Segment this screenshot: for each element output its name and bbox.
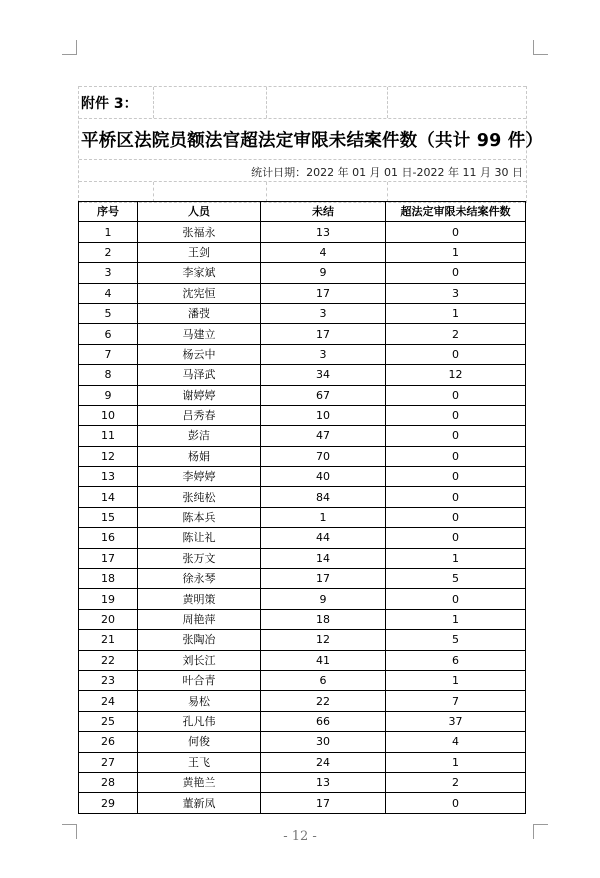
table-row [79, 630, 526, 650]
cell-pending: 22 [261, 691, 386, 711]
cell-overdue: 1 [386, 303, 526, 323]
cell-person: 徐永琴 [138, 569, 261, 589]
cell-person: 张纯松 [138, 487, 261, 507]
cell-person: 何俊 [138, 732, 261, 752]
cell-overdue: 0 [386, 793, 526, 813]
table-row [79, 589, 526, 609]
cell-person: 彭洁 [138, 426, 261, 446]
cell-index: 14 [79, 487, 138, 507]
cell-person: 黄艳兰 [138, 772, 261, 792]
cell-person: 沈宪恒 [138, 283, 261, 303]
table-row [79, 507, 526, 527]
cell-pending: 10 [261, 405, 386, 425]
cell-index: 25 [79, 711, 138, 731]
cell-pending: 66 [261, 711, 386, 731]
stat-range: 统计日期：2022 年 01 月 01 日-2022 年 11 月 30 日 [251, 166, 523, 179]
table-row [79, 487, 526, 507]
attachment-label: 附件 3： [81, 96, 138, 112]
cell-index: 29 [79, 793, 138, 813]
cell-overdue: 1 [386, 670, 526, 690]
table-row [79, 670, 526, 690]
cell-person: 马建立 [138, 324, 261, 344]
cell-overdue: 0 [386, 446, 526, 466]
cell-index: 24 [79, 691, 138, 711]
cell-index: 12 [79, 446, 138, 466]
table-row [79, 222, 526, 242]
grid-line [266, 182, 267, 202]
cell-person: 张万文 [138, 548, 261, 568]
table-row [79, 405, 526, 425]
document-title: 平桥区法院员额法官超法定审限未结案件数（共计 99 件） [81, 131, 544, 151]
cell-index: 22 [79, 650, 138, 670]
cell-index: 4 [79, 283, 138, 303]
cell-overdue: 0 [386, 222, 526, 242]
cell-pending: 3 [261, 303, 386, 323]
cell-pending: 13 [261, 222, 386, 242]
cell-index: 26 [79, 732, 138, 752]
cell-overdue: 1 [386, 548, 526, 568]
cell-index: 3 [79, 263, 138, 283]
cell-pending: 14 [261, 548, 386, 568]
cell-pending: 70 [261, 446, 386, 466]
cell-person: 刘长江 [138, 650, 261, 670]
cell-overdue: 0 [386, 487, 526, 507]
cell-index: 11 [79, 426, 138, 446]
cell-pending: 18 [261, 609, 386, 629]
header-overdue: 超法定审限未结案件数 [386, 202, 526, 222]
stat-range-row [79, 159, 526, 181]
table-row [79, 344, 526, 364]
cell-overdue: 0 [386, 507, 526, 527]
cell-person: 马泽武 [138, 365, 261, 385]
cell-index: 5 [79, 303, 138, 323]
cell-overdue: 0 [386, 385, 526, 405]
cell-pending: 47 [261, 426, 386, 446]
cell-pending: 6 [261, 670, 386, 690]
cell-overdue: 0 [386, 405, 526, 425]
cell-person: 周艳萍 [138, 609, 261, 629]
table-row [79, 303, 526, 323]
cell-overdue: 6 [386, 650, 526, 670]
cell-pending: 3 [261, 344, 386, 364]
cell-overdue: 1 [386, 609, 526, 629]
cell-overdue: 2 [386, 324, 526, 344]
table-row [79, 446, 526, 466]
grid-line [153, 182, 154, 202]
cell-index: 6 [79, 324, 138, 344]
cell-index: 9 [79, 385, 138, 405]
cell-person: 易松 [138, 691, 261, 711]
table-row [79, 548, 526, 568]
cell-index: 10 [79, 405, 138, 425]
cell-pending: 1 [261, 507, 386, 527]
table-row [79, 609, 526, 629]
grid-line [387, 182, 388, 202]
cell-index: 23 [79, 670, 138, 690]
table-row [79, 732, 526, 752]
table-row [79, 263, 526, 283]
cell-pending: 84 [261, 487, 386, 507]
cell-overdue: 37 [386, 711, 526, 731]
cell-pending: 17 [261, 283, 386, 303]
table-row [79, 283, 526, 303]
cell-pending: 17 [261, 569, 386, 589]
cell-pending: 67 [261, 385, 386, 405]
cell-person: 王飞 [138, 752, 261, 772]
cell-overdue: 5 [386, 630, 526, 650]
cell-person: 潘弢 [138, 303, 261, 323]
cell-overdue: 1 [386, 752, 526, 772]
table-row [79, 324, 526, 344]
cell-index: 1 [79, 222, 138, 242]
cell-overdue: 4 [386, 732, 526, 752]
cell-index: 13 [79, 467, 138, 487]
cell-overdue: 2 [386, 772, 526, 792]
cell-index: 15 [79, 507, 138, 527]
cell-pending: 34 [261, 365, 386, 385]
cell-pending: 41 [261, 650, 386, 670]
title-row [79, 118, 544, 159]
cell-overdue: 7 [386, 691, 526, 711]
cell-person: 董新凤 [138, 793, 261, 813]
header-index: 序号 [79, 202, 138, 222]
crop-mark-top-left [62, 40, 77, 55]
cell-index: 2 [79, 242, 138, 262]
cell-index: 21 [79, 630, 138, 650]
cell-overdue: 0 [386, 263, 526, 283]
cell-overdue: 0 [386, 426, 526, 446]
cell-pending: 17 [261, 793, 386, 813]
grid-line [266, 87, 267, 118]
cell-overdue: 0 [386, 528, 526, 548]
cell-person: 黄明策 [138, 589, 261, 609]
cell-person: 吕秀春 [138, 405, 261, 425]
cell-pending: 17 [261, 324, 386, 344]
table-row [79, 691, 526, 711]
table-row [79, 365, 526, 385]
cell-overdue: 0 [386, 467, 526, 487]
cell-index: 18 [79, 569, 138, 589]
cell-index: 27 [79, 752, 138, 772]
cell-person: 陈让礼 [138, 528, 261, 548]
table-row [79, 467, 526, 487]
cell-person: 李家斌 [138, 263, 261, 283]
cell-pending: 24 [261, 752, 386, 772]
cell-overdue: 12 [386, 365, 526, 385]
header-grid [78, 86, 544, 203]
table-row [79, 793, 526, 813]
header-pending: 未结 [261, 202, 386, 222]
cell-index: 19 [79, 589, 138, 609]
cell-index: 28 [79, 772, 138, 792]
pending-cases-table [78, 201, 526, 814]
cell-pending: 9 [261, 589, 386, 609]
cell-person: 孔凡伟 [138, 711, 261, 731]
cell-pending: 40 [261, 467, 386, 487]
table-row [79, 711, 526, 731]
cell-person: 杨娟 [138, 446, 261, 466]
spacer-row [79, 181, 526, 203]
page-number: - 12 - [283, 829, 317, 844]
grid-line [387, 87, 388, 118]
table-row [79, 385, 526, 405]
table-row [79, 650, 526, 670]
cell-index: 7 [79, 344, 138, 364]
cell-index: 8 [79, 365, 138, 385]
cell-index: 20 [79, 609, 138, 629]
cell-pending: 12 [261, 630, 386, 650]
cell-person: 叶合青 [138, 670, 261, 690]
table-row [79, 752, 526, 772]
table-row [79, 242, 526, 262]
attachment-row [79, 86, 526, 118]
cell-overdue: 5 [386, 569, 526, 589]
cell-person: 李婷婷 [138, 467, 261, 487]
cell-person: 谢婷婷 [138, 385, 261, 405]
cell-person: 杨云中 [138, 344, 261, 364]
crop-mark-top-right [533, 40, 548, 55]
cell-pending: 13 [261, 772, 386, 792]
cell-pending: 4 [261, 242, 386, 262]
cell-person: 王剑 [138, 242, 261, 262]
grid-line [153, 87, 154, 118]
cell-overdue: 1 [386, 242, 526, 262]
cell-pending: 30 [261, 732, 386, 752]
cell-overdue: 0 [386, 344, 526, 364]
table-row [79, 426, 526, 446]
cell-index: 16 [79, 528, 138, 548]
cell-overdue: 3 [386, 283, 526, 303]
cell-person: 张陶冶 [138, 630, 261, 650]
cell-overdue: 0 [386, 589, 526, 609]
table-row [79, 772, 526, 792]
cell-person: 张福永 [138, 222, 261, 242]
table-header-row [79, 202, 526, 222]
header-person: 人员 [138, 202, 261, 222]
cell-pending: 44 [261, 528, 386, 548]
cell-person: 陈本兵 [138, 507, 261, 527]
table-row [79, 528, 526, 548]
cell-index: 17 [79, 548, 138, 568]
table-row [79, 569, 526, 589]
cell-pending: 9 [261, 263, 386, 283]
